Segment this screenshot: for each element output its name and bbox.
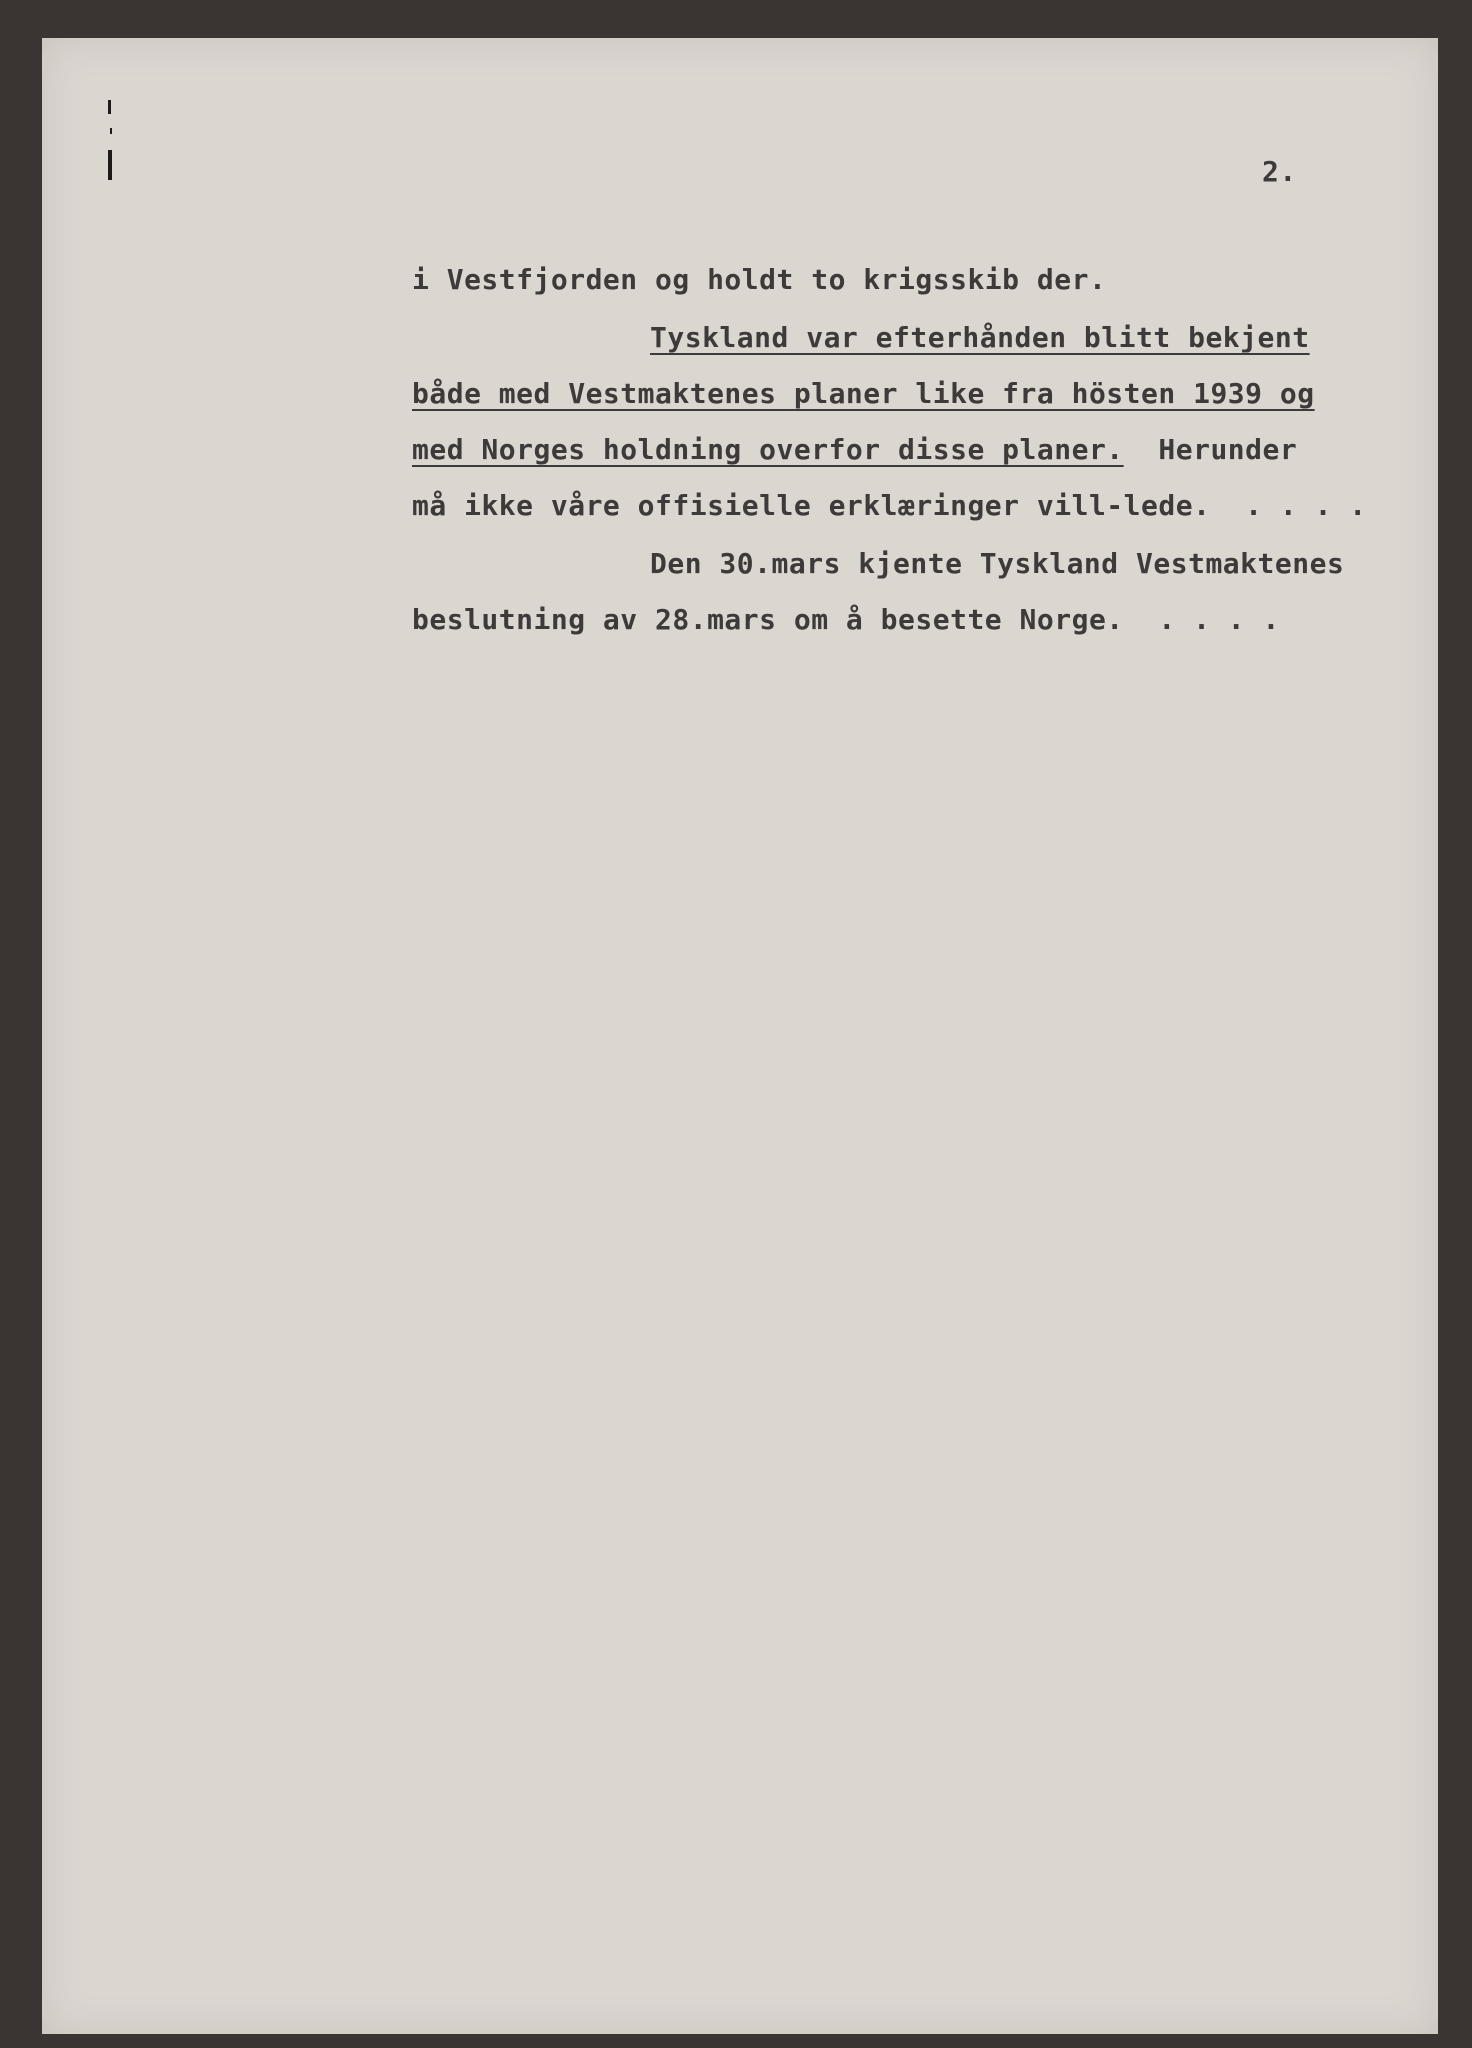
text-line: beslutning av 28.mars om å besette Norge. . . . .	[412, 603, 1280, 636]
text-line	[412, 434, 1297, 466]
margin-mark	[108, 100, 111, 114]
text-line: må ikke våre offisielle erklæringer vill-lede. . . . .	[412, 489, 1367, 522]
margin-mark	[110, 128, 112, 134]
text-line-underlined: både med Vestmaktenes planer like fra hösten 1939 og	[412, 377, 1315, 410]
margin-mark	[108, 150, 112, 180]
text-segment: Herunder	[1158, 433, 1298, 466]
text-underlined-segment: med Norges holdning overfor disse planer.	[412, 433, 1124, 466]
text-line: i Vestfjorden og holdt to krigsskib der.	[412, 263, 1107, 296]
text-line-underlined: Tyskland var efterhånden blitt bekjent	[650, 321, 1310, 354]
text-line: Den 30.mars kjente Tyskland Vestmaktenes	[650, 547, 1345, 580]
page-number: 2.	[1262, 155, 1297, 188]
